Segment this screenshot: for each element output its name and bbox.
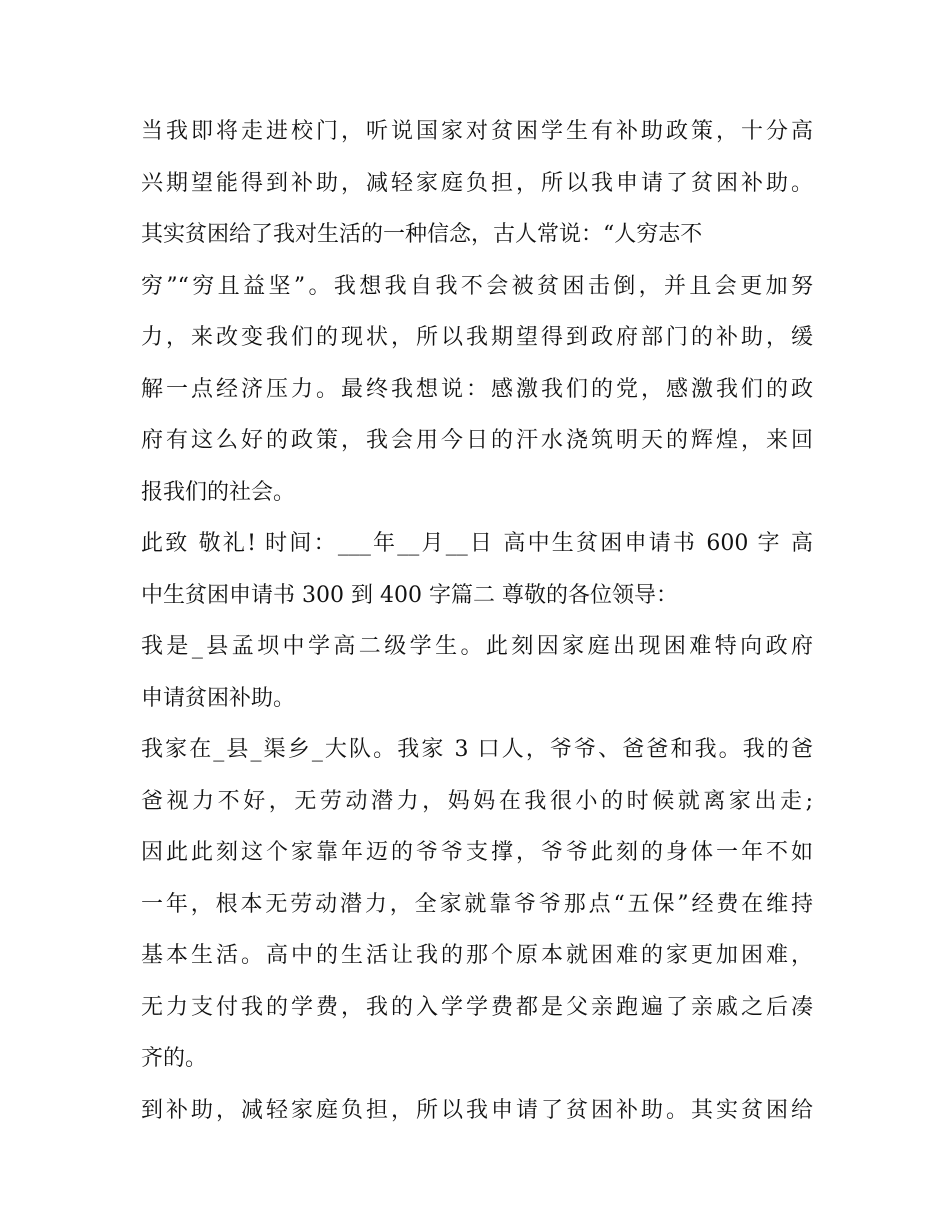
text-line: 兴期望能得到补助，减轻家庭负担，所以我申请了贫困补助。 [141,170,813,196]
text-line: 无力支付我的学费，我的入学学费都是父亲跑遍了亲戚之后凑 [141,994,813,1020]
text-line: 报我们的社会。 [141,479,296,505]
text-line: 力，来改变我们的现状，所以我期望得到政府部门的补助，缓 [141,325,813,350]
text-line: 一年，根本无劳动潜力，全家就靠爷爷那点“五保”经费在维持 [141,891,813,917]
text-line: 其实贫困给了我对生活的一种信念，古人常说：“人穷志不 [141,222,703,247]
text-line: 因此此刻这个家靠年迈的爷爷支撑，爷爷此刻的身体一年不如 [141,840,813,865]
text-line: 当我即将走进校门，听说国家对贫困学生有补助政策，十分高 [141,119,813,144]
text-line: 府有这么好的政策，我会用今日的汗水浇筑明天的辉煌，来回 [141,428,813,453]
text-line: 此致 敬礼! 时间：___年__月__日 高中生贫困申请书 600 字 高 [141,531,813,556]
text-line: 到补助，减轻家庭负担，所以我申请了贫困补助。其实贫困给 [141,1097,813,1123]
text-line: 齐的。 [141,1046,208,1071]
text-line: 我是_县孟坝中学高二级学生。此刻因家庭出现困难特向政府 [141,634,813,659]
text-line: 我家在_县_渠乡_大队。我家 3 口人，爷爷、爸爸和我。我的爸 [141,737,813,762]
document-body [141,106,813,1136]
text-line: 解一点经济压力。最终我想说：感激我们的党，感激我们的政 [141,376,813,402]
text-line: 爸视力不好，无劳动潜力，妈妈在我很小的时候就离家出走; [141,788,813,814]
text-line: 中生贫困申请书 300 到 400 字篇二 尊敬的各位领导： [141,582,678,608]
text-line: 基本生活。高中的生活让我的那个原本就困难的家更加困难， [141,943,813,968]
text-line: 申请贫困补助。 [141,685,296,711]
text-line: 穷”“穷且益坚”。我想我自我不会被贫困击倒，并且会更加努 [141,273,813,299]
